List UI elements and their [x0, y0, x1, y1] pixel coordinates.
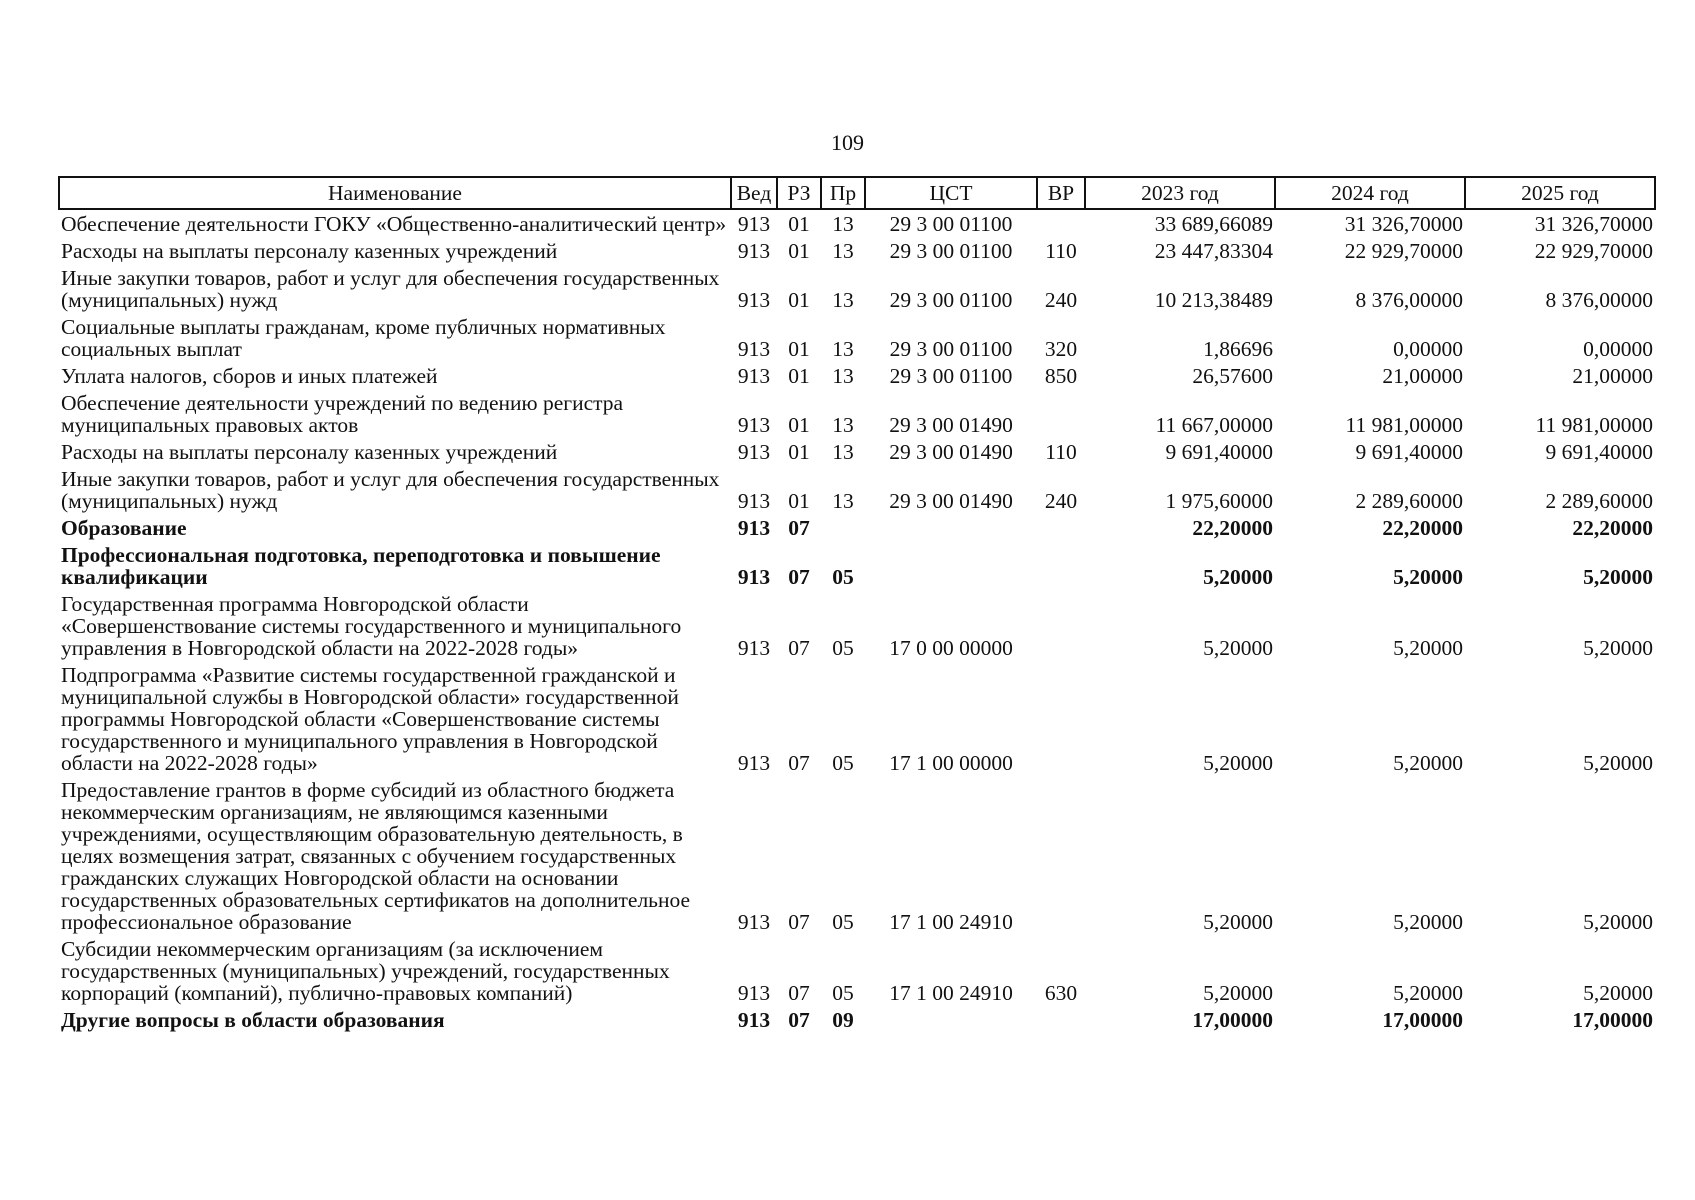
cell-2025: 5,20000 — [1583, 981, 1653, 1005]
cell-ved: 913 — [737, 337, 771, 361]
cell-2024: 2 289,60000 — [1355, 489, 1463, 513]
cell-2024: 22 929,70000 — [1344, 239, 1463, 263]
cell-rz: 07 — [788, 565, 810, 589]
cell-ved: 913 — [737, 288, 771, 312]
table-row — [59, 438, 1655, 465]
cell-rz: 01 — [788, 413, 810, 437]
cell-2025: 17,00000 — [1572, 1008, 1653, 1032]
cell-cst — [865, 514, 1037, 541]
cell-pr: 05 — [832, 981, 854, 1005]
cell-2024: 17,00000 — [1382, 1008, 1463, 1032]
cell-pr: 13 — [832, 413, 854, 437]
cell-2025: 22,20000 — [1572, 516, 1653, 540]
cell-ved: 913 — [737, 212, 771, 236]
header-rz: РЗ — [777, 177, 821, 209]
cell-name: Профессиональная подготовка, переподготовка и повышение квалификации — [61, 543, 661, 589]
cell-name: Субсидии некоммерческим организациям (за исключением государственных (муниципальных) учреждений, государственных корпораций (компаний), публично-правовых компаний) — [61, 937, 670, 1005]
cell-2024: 0,00000 — [1393, 337, 1463, 361]
cell-rz: 07 — [788, 910, 810, 934]
cell-cst: 29 3 00 01490 — [889, 489, 1013, 513]
cell-vr — [1037, 541, 1085, 590]
cell-name: Социальные выплаты гражданам, кроме публичных нормативных социальных выплат — [61, 315, 666, 361]
cell-cst: 29 3 00 01490 — [889, 413, 1013, 437]
cell-name: Расходы на выплаты персоналу казенных учреждений — [61, 239, 558, 263]
cell-2025: 5,20000 — [1583, 636, 1653, 660]
cell-rz: 01 — [788, 440, 810, 464]
table-row — [59, 514, 1655, 541]
cell-2023: 26,57600 — [1192, 364, 1273, 388]
cell-ved: 913 — [737, 364, 771, 388]
table-row — [59, 313, 1655, 362]
cell-rz: 07 — [788, 981, 810, 1005]
cell-pr: 13 — [832, 489, 854, 513]
table-row — [59, 209, 1655, 237]
cell-cst: 29 3 00 01490 — [889, 440, 1013, 464]
cell-ved: 913 — [737, 440, 771, 464]
cell-2025: 22 929,70000 — [1534, 239, 1653, 263]
cell-ved: 913 — [737, 1008, 771, 1032]
table-row — [59, 362, 1655, 389]
cell-ved: 913 — [737, 636, 771, 660]
cell-rz: 07 — [788, 1008, 810, 1032]
cell-name: Уплата налогов, сборов и иных платежей — [61, 364, 438, 388]
cell-2024: 9 691,40000 — [1355, 440, 1463, 464]
cell-2024: 31 326,70000 — [1344, 212, 1463, 236]
cell-cst — [865, 541, 1037, 590]
header-name: Наименование — [59, 177, 731, 209]
cell-vr: 240 — [1044, 288, 1078, 312]
cell-vr: 240 — [1044, 489, 1078, 513]
cell-2025: 0,00000 — [1583, 337, 1653, 361]
cell-name: Другие вопросы в области образования — [61, 1008, 445, 1032]
cell-rz: 01 — [788, 288, 810, 312]
cell-2024: 5,20000 — [1393, 751, 1463, 775]
cell-cst: 17 0 00 00000 — [889, 636, 1013, 660]
cell-vr — [1037, 776, 1085, 935]
table-row — [59, 465, 1655, 514]
cell-name: Расходы на выплаты персоналу казенных учреждений — [61, 440, 558, 464]
cell-2023: 17,00000 — [1192, 1008, 1273, 1032]
cell-ved: 913 — [737, 516, 771, 540]
cell-2023: 33 689,66089 — [1154, 212, 1273, 236]
table-row — [59, 661, 1655, 776]
cell-cst: 29 3 00 01100 — [889, 239, 1013, 263]
cell-2023: 11 667,00000 — [1155, 413, 1273, 437]
cell-vr: 630 — [1044, 981, 1078, 1005]
cell-pr: 13 — [832, 212, 854, 236]
cell-2023: 23 447,83304 — [1154, 239, 1273, 263]
cell-pr: 05 — [832, 565, 854, 589]
cell-2025: 9 691,40000 — [1545, 440, 1653, 464]
cell-vr — [1037, 661, 1085, 776]
header-pr: Пр — [821, 177, 865, 209]
cell-vr: 110 — [1045, 440, 1077, 464]
cell-2025: 21,00000 — [1572, 364, 1653, 388]
header-2024: 2024 год — [1275, 177, 1465, 209]
cell-2024: 5,20000 — [1393, 565, 1463, 589]
cell-name: Обеспечение деятельности ГОКУ «Общественно-аналитический центр» — [61, 212, 727, 236]
cell-name: Образование — [61, 516, 187, 540]
cell-ved: 913 — [737, 981, 771, 1005]
cell-2025: 8 376,00000 — [1545, 288, 1653, 312]
cell-ved: 913 — [737, 565, 771, 589]
table-row — [59, 590, 1655, 661]
cell-vr — [1037, 514, 1085, 541]
cell-vr: 110 — [1045, 239, 1077, 263]
cell-2023: 10 213,38489 — [1154, 288, 1273, 312]
cell-vr — [1037, 1006, 1085, 1033]
cell-2023: 5,20000 — [1203, 910, 1273, 934]
cell-pr: 13 — [832, 288, 854, 312]
table-row — [59, 389, 1655, 438]
cell-pr: 13 — [832, 337, 854, 361]
cell-cst: 17 1 00 24910 — [889, 910, 1013, 934]
cell-pr: 05 — [832, 751, 854, 775]
cell-2025: 5,20000 — [1583, 910, 1653, 934]
cell-ved: 913 — [737, 489, 771, 513]
table-row — [59, 935, 1655, 1006]
page-number: 109 — [831, 130, 864, 155]
cell-name: Обеспечение деятельности учреждений по ведению регистра муниципальных правовых актов — [61, 391, 624, 437]
cell-name: Государственная программа Новгородской области «Совершенствование системы государственного и муниципального управления в Новгородской области на 2022-2028 годы» — [61, 592, 682, 660]
cell-pr — [821, 514, 865, 541]
table-row — [59, 776, 1655, 935]
cell-vr: 850 — [1044, 364, 1078, 388]
cell-2024: 21,00000 — [1382, 364, 1463, 388]
table-body — [59, 209, 1655, 1033]
cell-2023: 1 975,60000 — [1165, 489, 1273, 513]
cell-2024: 5,20000 — [1393, 910, 1463, 934]
cell-cst: 29 3 00 01100 — [889, 337, 1013, 361]
cell-cst: 29 3 00 01100 — [889, 288, 1013, 312]
cell-ved: 913 — [737, 910, 771, 934]
cell-rz: 01 — [788, 364, 810, 388]
table-row — [59, 264, 1655, 313]
cell-rz: 07 — [788, 751, 810, 775]
cell-ved: 913 — [737, 413, 771, 437]
cell-ved: 913 — [737, 239, 771, 263]
cell-rz: 01 — [788, 212, 810, 236]
header-cst: ЦСТ — [865, 177, 1037, 209]
cell-2023: 9 691,40000 — [1165, 440, 1273, 464]
table-row — [59, 1006, 1655, 1033]
cell-cst: 29 3 00 01100 — [889, 364, 1013, 388]
cell-2023: 5,20000 — [1203, 565, 1273, 589]
cell-pr: 09 — [832, 1008, 854, 1032]
cell-rz: 07 — [788, 516, 810, 540]
cell-2024: 11 981,00000 — [1345, 413, 1463, 437]
cell-2025: 11 981,00000 — [1535, 413, 1653, 437]
cell-2025: 5,20000 — [1583, 565, 1653, 589]
cell-2025: 2 289,60000 — [1545, 489, 1653, 513]
cell-vr — [1037, 209, 1085, 237]
cell-rz: 07 — [788, 636, 810, 660]
cell-rz: 01 — [788, 239, 810, 263]
cell-2024: 5,20000 — [1393, 981, 1463, 1005]
cell-2023: 22,20000 — [1192, 516, 1273, 540]
cell-name: Подпрограмма «Развитие системы государственной гражданской и муниципальной службы в Новгородской области» государственной программы Новгородской области «Совершенствование системы государственного и муниципального управления в Новгородской области на 2022-2028 годы» — [61, 663, 679, 775]
budget-table — [58, 176, 1656, 1033]
table-header-row — [59, 177, 1655, 209]
header-ved: Вед — [731, 177, 777, 209]
cell-cst: 29 3 00 01100 — [889, 212, 1013, 236]
header-vr: ВР — [1037, 177, 1085, 209]
cell-2023: 5,20000 — [1203, 636, 1273, 660]
cell-cst: 17 1 00 00000 — [889, 751, 1013, 775]
cell-cst: 17 1 00 24910 — [889, 981, 1013, 1005]
header-2023: 2023 год — [1085, 177, 1275, 209]
cell-ved: 913 — [737, 751, 771, 775]
cell-name: Иные закупки товаров, работ и услуг для обеспечения государственных (муниципальных) нужд — [61, 266, 720, 312]
cell-2024: 5,20000 — [1393, 636, 1463, 660]
cell-2025: 5,20000 — [1583, 751, 1653, 775]
cell-2024: 22,20000 — [1382, 516, 1463, 540]
cell-cst — [865, 1006, 1037, 1033]
cell-pr: 05 — [832, 910, 854, 934]
cell-pr: 13 — [832, 440, 854, 464]
cell-vr: 320 — [1044, 337, 1078, 361]
cell-2023: 1,86696 — [1203, 337, 1273, 361]
cell-vr — [1037, 389, 1085, 438]
cell-name: Иные закупки товаров, работ и услуг для обеспечения государственных (муниципальных) нужд — [61, 467, 720, 513]
table-row — [59, 541, 1655, 590]
cell-pr: 13 — [832, 364, 854, 388]
cell-pr: 13 — [832, 239, 854, 263]
cell-rz: 01 — [788, 489, 810, 513]
cell-rz: 01 — [788, 337, 810, 361]
cell-2024: 8 376,00000 — [1355, 288, 1463, 312]
cell-2023: 5,20000 — [1203, 751, 1273, 775]
cell-vr — [1037, 590, 1085, 661]
header-2025: 2025 год — [1465, 177, 1655, 209]
cell-2025: 31 326,70000 — [1534, 212, 1653, 236]
cell-pr: 05 — [832, 636, 854, 660]
cell-2023: 5,20000 — [1203, 981, 1273, 1005]
table-row — [59, 237, 1655, 264]
cell-name: Предоставление грантов в форме субсидий из областного бюджета некоммерческим организациям, не являющимся казенными учреждениями, осуществляющим образовательную деятельность, в целях возмещения затрат, связанных с обучением государственных гражданских служащих Новгородской области на основании государственных образовательных сертификатов на дополнительное профессиональное образование — [61, 778, 691, 934]
